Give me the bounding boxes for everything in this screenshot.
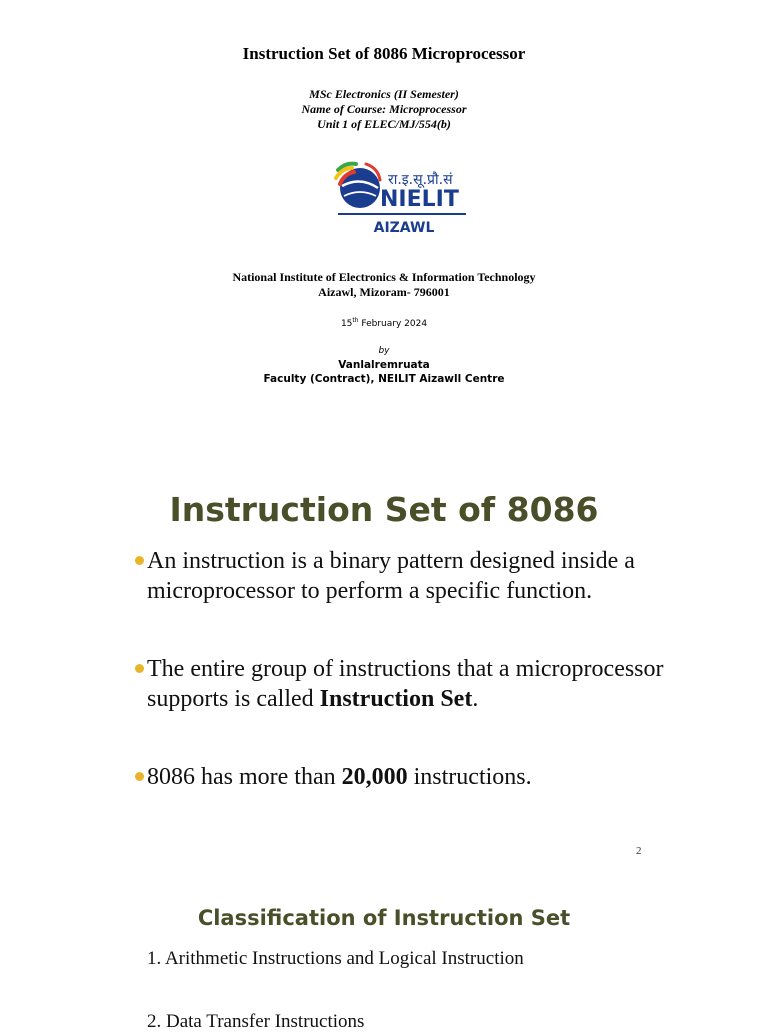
bullet-item: [147, 762, 667, 792]
document-title: Instruction Set of 8086 Microprocessor: [242, 44, 526, 63]
list-item: 1. Arithmetic Instructions and Logical Instruction: [147, 948, 524, 969]
course-line: Name of Course: Microprocessor: [301, 102, 467, 116]
course-line: MSc Electronics (II Semester): [309, 87, 459, 101]
bullet-text-after: .: [472, 686, 479, 712]
bullet-item: [147, 546, 667, 606]
by-label: by: [378, 346, 390, 356]
course-line: Unit 1 of ELEC/MJ/554(b): [317, 117, 451, 131]
logo-city-text: AIZAWL: [373, 220, 435, 236]
institute-address: Aizawl, Mizoram- 796001: [318, 285, 450, 299]
bullet-text-after: instructions.: [407, 764, 532, 790]
bullet-text: 8086 has more than: [147, 764, 342, 790]
logo-brand-text: NIELIT: [380, 187, 459, 212]
slide-title: Instruction Set of 8086: [169, 490, 599, 529]
presentation-date: [0, 317, 768, 329]
slide-title: Classification of Instruction Set: [197, 906, 571, 930]
institute-name: National Institute of Electronics & Information Technology: [232, 270, 536, 284]
list-item: 2. Data Transfer Instructions: [147, 1011, 365, 1032]
bullet-dot-icon: [135, 664, 144, 673]
bullet-item: [147, 654, 667, 714]
date-suffix: th: [352, 317, 359, 324]
author-name: Vanlalremruata: [338, 359, 430, 371]
bullet-dot-icon: [135, 556, 144, 565]
bullet-bold-text: Instruction Set: [319, 686, 473, 712]
bullet-bold-text: 20,000: [341, 764, 408, 790]
date-day: 15: [340, 319, 353, 329]
date-rest: February 2024: [358, 319, 428, 329]
page-number: 2: [636, 845, 642, 857]
author-affiliation: Faculty (Contract), NEILIT Aizawll Centre: [263, 373, 505, 385]
nielit-logo: [332, 158, 477, 238]
logo-hindi-text: रा.इ.सू.प्रौ.सं: [388, 172, 453, 188]
bullet-dot-icon: [135, 772, 144, 781]
bullet-text: An instruction is a binary pattern designed inside a microprocessor to perform a specific function.: [147, 548, 635, 604]
bullet-text: The entire group of instructions that a microprocessor supports is called: [147, 656, 664, 712]
nielit-logo-graphic: [332, 158, 477, 238]
